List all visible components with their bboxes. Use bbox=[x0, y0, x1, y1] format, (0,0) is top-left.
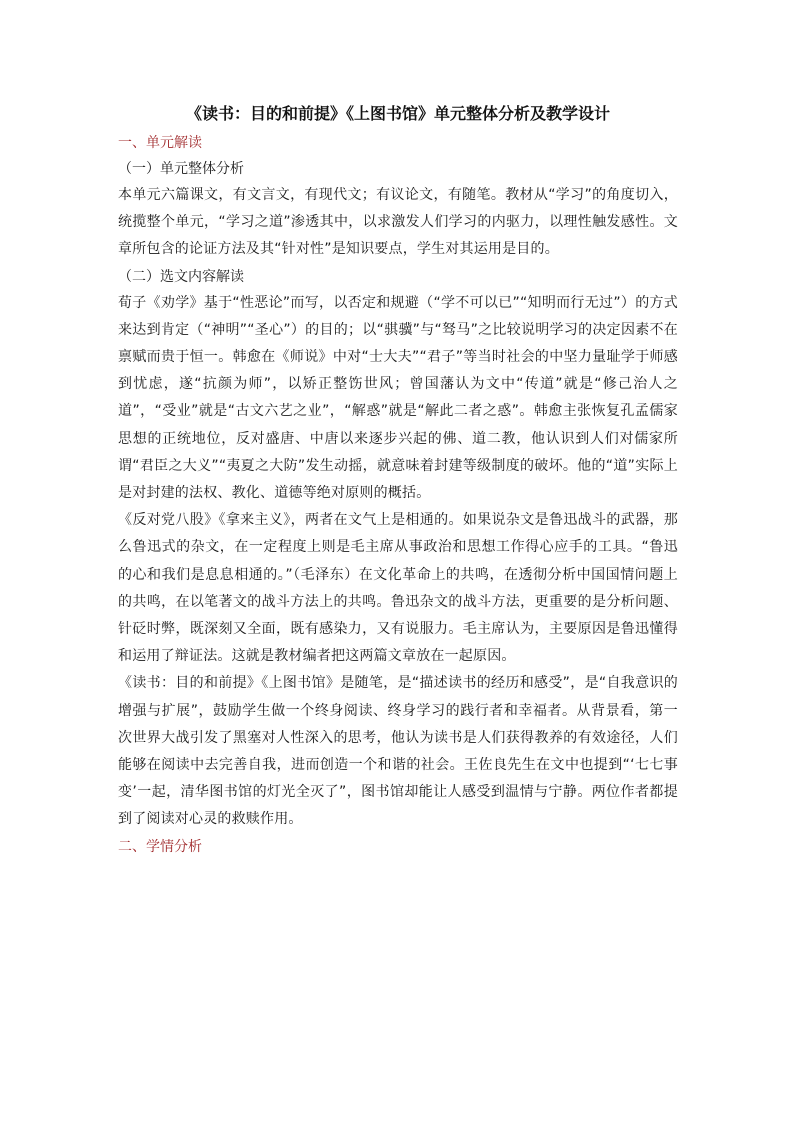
paragraph: 《反对党八股》《拿来主义》，两者在文气上是相通的。如果说杂文是鲁迅战斗的武器，那么鲁迅式的杂文，在一定程度上则是毛主席从事政治和思想工作得心应手的工具。“鲁迅的心和我们是息息相通的。”（毛泽东）在文化革命上的共鸣，在透彻分析中国国情问题上的共鸣，在以笔著文的战斗方法上的共鸣。鲁迅杂文的战斗方法，更重要的是分析问题、针砭时弊，既深刻又全面，既有感染力，又有说服力。毛主席认为，主要原因是鲁迅懂得和运用了辩证法。这就是教材编者把这两篇文章放在一起原因。 bbox=[118, 512, 678, 665]
subsection-text-reading bbox=[118, 264, 678, 834]
paragraph: 《读书：目的和前提》《上图书馆》是随笔，是“描述读书的经历和感受”，是“自我意识的增强与扩展”，鼓励学生做一个终身阅读、终身学习的践行者和幸福者。从背景看，第一次世界大战引发了黑塞对人性深入的思考，他认为读书是人们获得教养的有效途径，人们能够在阅读中去完善自我，进而创造一个和谐的社会。王佐良先生在文中也提到“‘七七事变’一起，清华图书馆的灯光全灭了”，图书馆却能让人感受到温情与宁静。两位作者都提到了阅读对心灵的救赎作用。 bbox=[118, 675, 678, 828]
section-unit-reading bbox=[118, 130, 678, 834]
document-title: 《读书：目的和前提》《上图书馆》单元整体分析及教学设计 bbox=[185, 104, 610, 123]
subsection-overall-analysis bbox=[118, 156, 678, 264]
paragraph: 荀子《劝学》基于“性恶论”而写，以否定和规避（“学不可以已”“知明而行无过”）的方式来达到肯定（“神明”“圣心”）的目的；以“骐骥”与“驽马”之比较说明学习的决定因素不在禀赋而贵于恒一。韩愈在《师说》中对“士大夫”“君子”等当时社会的中坚力量耻学于师感到忧虑，遂“抗颜为师”，以矫正整饬世风；曾国藩认为文中“传道”就是“修己治人之道”，“受业”就是“古文六艺之业”，“解惑”就是“解此二者之惑”。韩愈主张恢复孔孟儒家思想的正统地位，反对盛唐、中唐以来逐步兴起的佛、道二教，他认识到人们对儒家所谓“君臣之大义”“夷夏之大防”发生动摇，就意味着封建等级制度的破坏。他的“道”实际上是对封建的法权、教化、道德等绝对原则的概括。 bbox=[118, 294, 678, 502]
section-heading: 二、学情分析 bbox=[118, 838, 202, 855]
paragraph: 本单元六篇课文，有文言文，有现代文；有议论文，有随笔。教材从“学习”的角度切入，统揽整个单元，“学习之道”渗透其中，以求激发人们学习的内驱力，以理性触发感性。文章所包含的论证方法及其“针对性”是知识要点，学生对其运用是目的。 bbox=[118, 187, 678, 258]
document-page bbox=[118, 100, 678, 860]
subsection-heading: （二）选文内容解读 bbox=[118, 268, 244, 285]
section-learning-analysis bbox=[118, 834, 678, 860]
subsection-heading: （一）单元整体分析 bbox=[118, 161, 244, 177]
section-heading: 一、单元解读 bbox=[118, 135, 202, 151]
